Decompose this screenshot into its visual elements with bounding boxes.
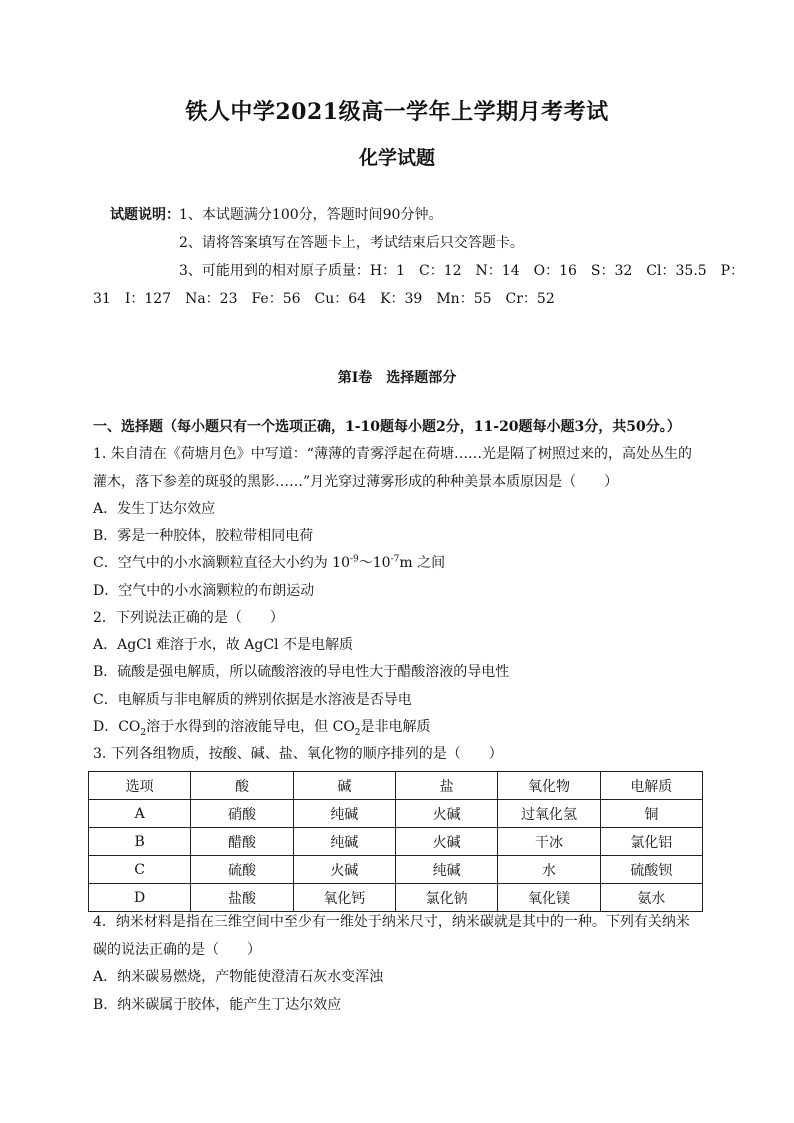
table-row [89,800,703,828]
instructions-label: 试题说明： [110,207,180,223]
q1-stem-line-1: 1. 朱自清在《荷塘月色》中写道：“薄薄的青雾浮起在荷塘……光是隔了树照过来的，高处丛生的 [93,446,692,462]
part-heading: 第Ⅰ卷 选择题部分 [337,370,457,386]
table-cell: 过氧化氢 [498,800,600,828]
table-cell: A [89,800,191,828]
q1-option-a: A．发生丁达尔效应 [93,501,216,517]
table-cell: B [89,828,191,856]
table-cell: 铜 [600,800,702,828]
q2-option-d: D．$CO_2$溶于水得到的溶液能导电，但 $CO_2$是非电解质 [93,719,431,738]
q1-option-d: D．空气中的小水滴颗粒的布朗运动 [93,583,315,599]
instruction-item-1: 1、本试题满分100分，答题时间90分钟。 [179,207,443,223]
table-header-cell: 盐 [395,772,497,800]
section-heading: 一、选择题（每小题只有一个选项正确，1-10题每小题2分，11-20题每小题3分，共50分。） [93,419,681,435]
table-cell: 硝酸 [191,800,293,828]
table-cell: 盐酸 [191,884,293,912]
q2-option-b: B．硫酸是强电解质，所以硫酸溶液的导电性大于醋酸溶液的导电性 [93,664,510,680]
table-row [89,856,703,884]
table-header-cell: 氧化物 [498,772,600,800]
table-cell: 火碱 [293,856,395,884]
table-cell: C [89,856,191,884]
table-header-row [89,772,703,800]
instruction-item-3: 3、可能用到的相对原子质量：H：1 C：12 N：14 O：16 S：32 Cl：35.5 P： [179,263,745,279]
q4-stem-line-1: 4．纳米材料是指在三维空间中至少有一维处于纳米尺寸，纳米碳就是其中的一种。下列有关纳米 [93,914,690,930]
q4-stem-line-2: 碳的说法正确的是（ ） [93,942,261,958]
table-cell: 硫酸 [191,856,293,884]
table-cell: 纯碱 [395,856,497,884]
exam-title: 铁人中学2021级高一学年上学期月考考试 [185,99,609,125]
table-cell: 水 [498,856,600,884]
table-header-cell: 选项 [89,772,191,800]
q4-option-a: A．纳米碳易燃烧，产物能使澄清石灰水变浑浊 [93,969,384,985]
table-cell: 纯碱 [293,828,395,856]
table-row [89,884,703,912]
table-cell: 醋酸 [191,828,293,856]
table-cell: 氨水 [600,884,702,912]
instruction-item-2: 2、请将答案填写在答题卡上，考试结束后只交答题卡。 [179,235,524,251]
table-cell: D [89,884,191,912]
table-cell: 火碱 [395,800,497,828]
q2-option-c: C．电解质与非电解质的辨别依据是水溶液是否导电 [93,692,412,708]
q4-option-b: B．纳米碳属于胶体，能产生丁达尔效应 [93,997,342,1013]
q3-stem: 3. 下列各组物质，按酸、碱、盐、氧化物的顺序排列的是（ ） [93,746,503,762]
q1-stem-line-2: 灌木，落下参差的斑驳的黑影……”月光穿过薄雾形成的种种美景本质原因是（ ） [93,474,619,490]
q2-stem: 2．下列说法正确的是（ ） [93,610,284,626]
table-cell: 氧化钙 [293,884,395,912]
q1-option-b: B．雾是一种胶体，胶粒带相同电荷 [93,528,314,544]
table-cell: 氧化镁 [498,884,600,912]
table-header-cell: 电解质 [600,772,702,800]
instruction-item-3-cont: 31 I：127 Na：23 Fe：56 Cu：64 K：39 Mn：55 Cr：52 [93,291,555,307]
table-cell: 干冰 [498,828,600,856]
exam-subject: 化学试题 [358,147,435,169]
table-header-cell: 碱 [293,772,395,800]
q3-table [88,771,703,912]
table-cell: 硫酸钡 [600,856,702,884]
table-cell: 氯化铝 [600,828,702,856]
q2-option-a: A．AgCl 难溶于水，故 AgCl 不是电解质 [93,637,353,653]
table-cell: 氯化钠 [395,884,497,912]
table-cell: 火碱 [395,828,497,856]
table-row [89,828,703,856]
q1-option-c: C．空气中的小水滴颗粒直径大小约为 $10^{-9}\sim 10^{-7}m$ 之间 [93,554,446,571]
table-header-cell: 酸 [191,772,293,800]
table-cell: 纯碱 [293,800,395,828]
